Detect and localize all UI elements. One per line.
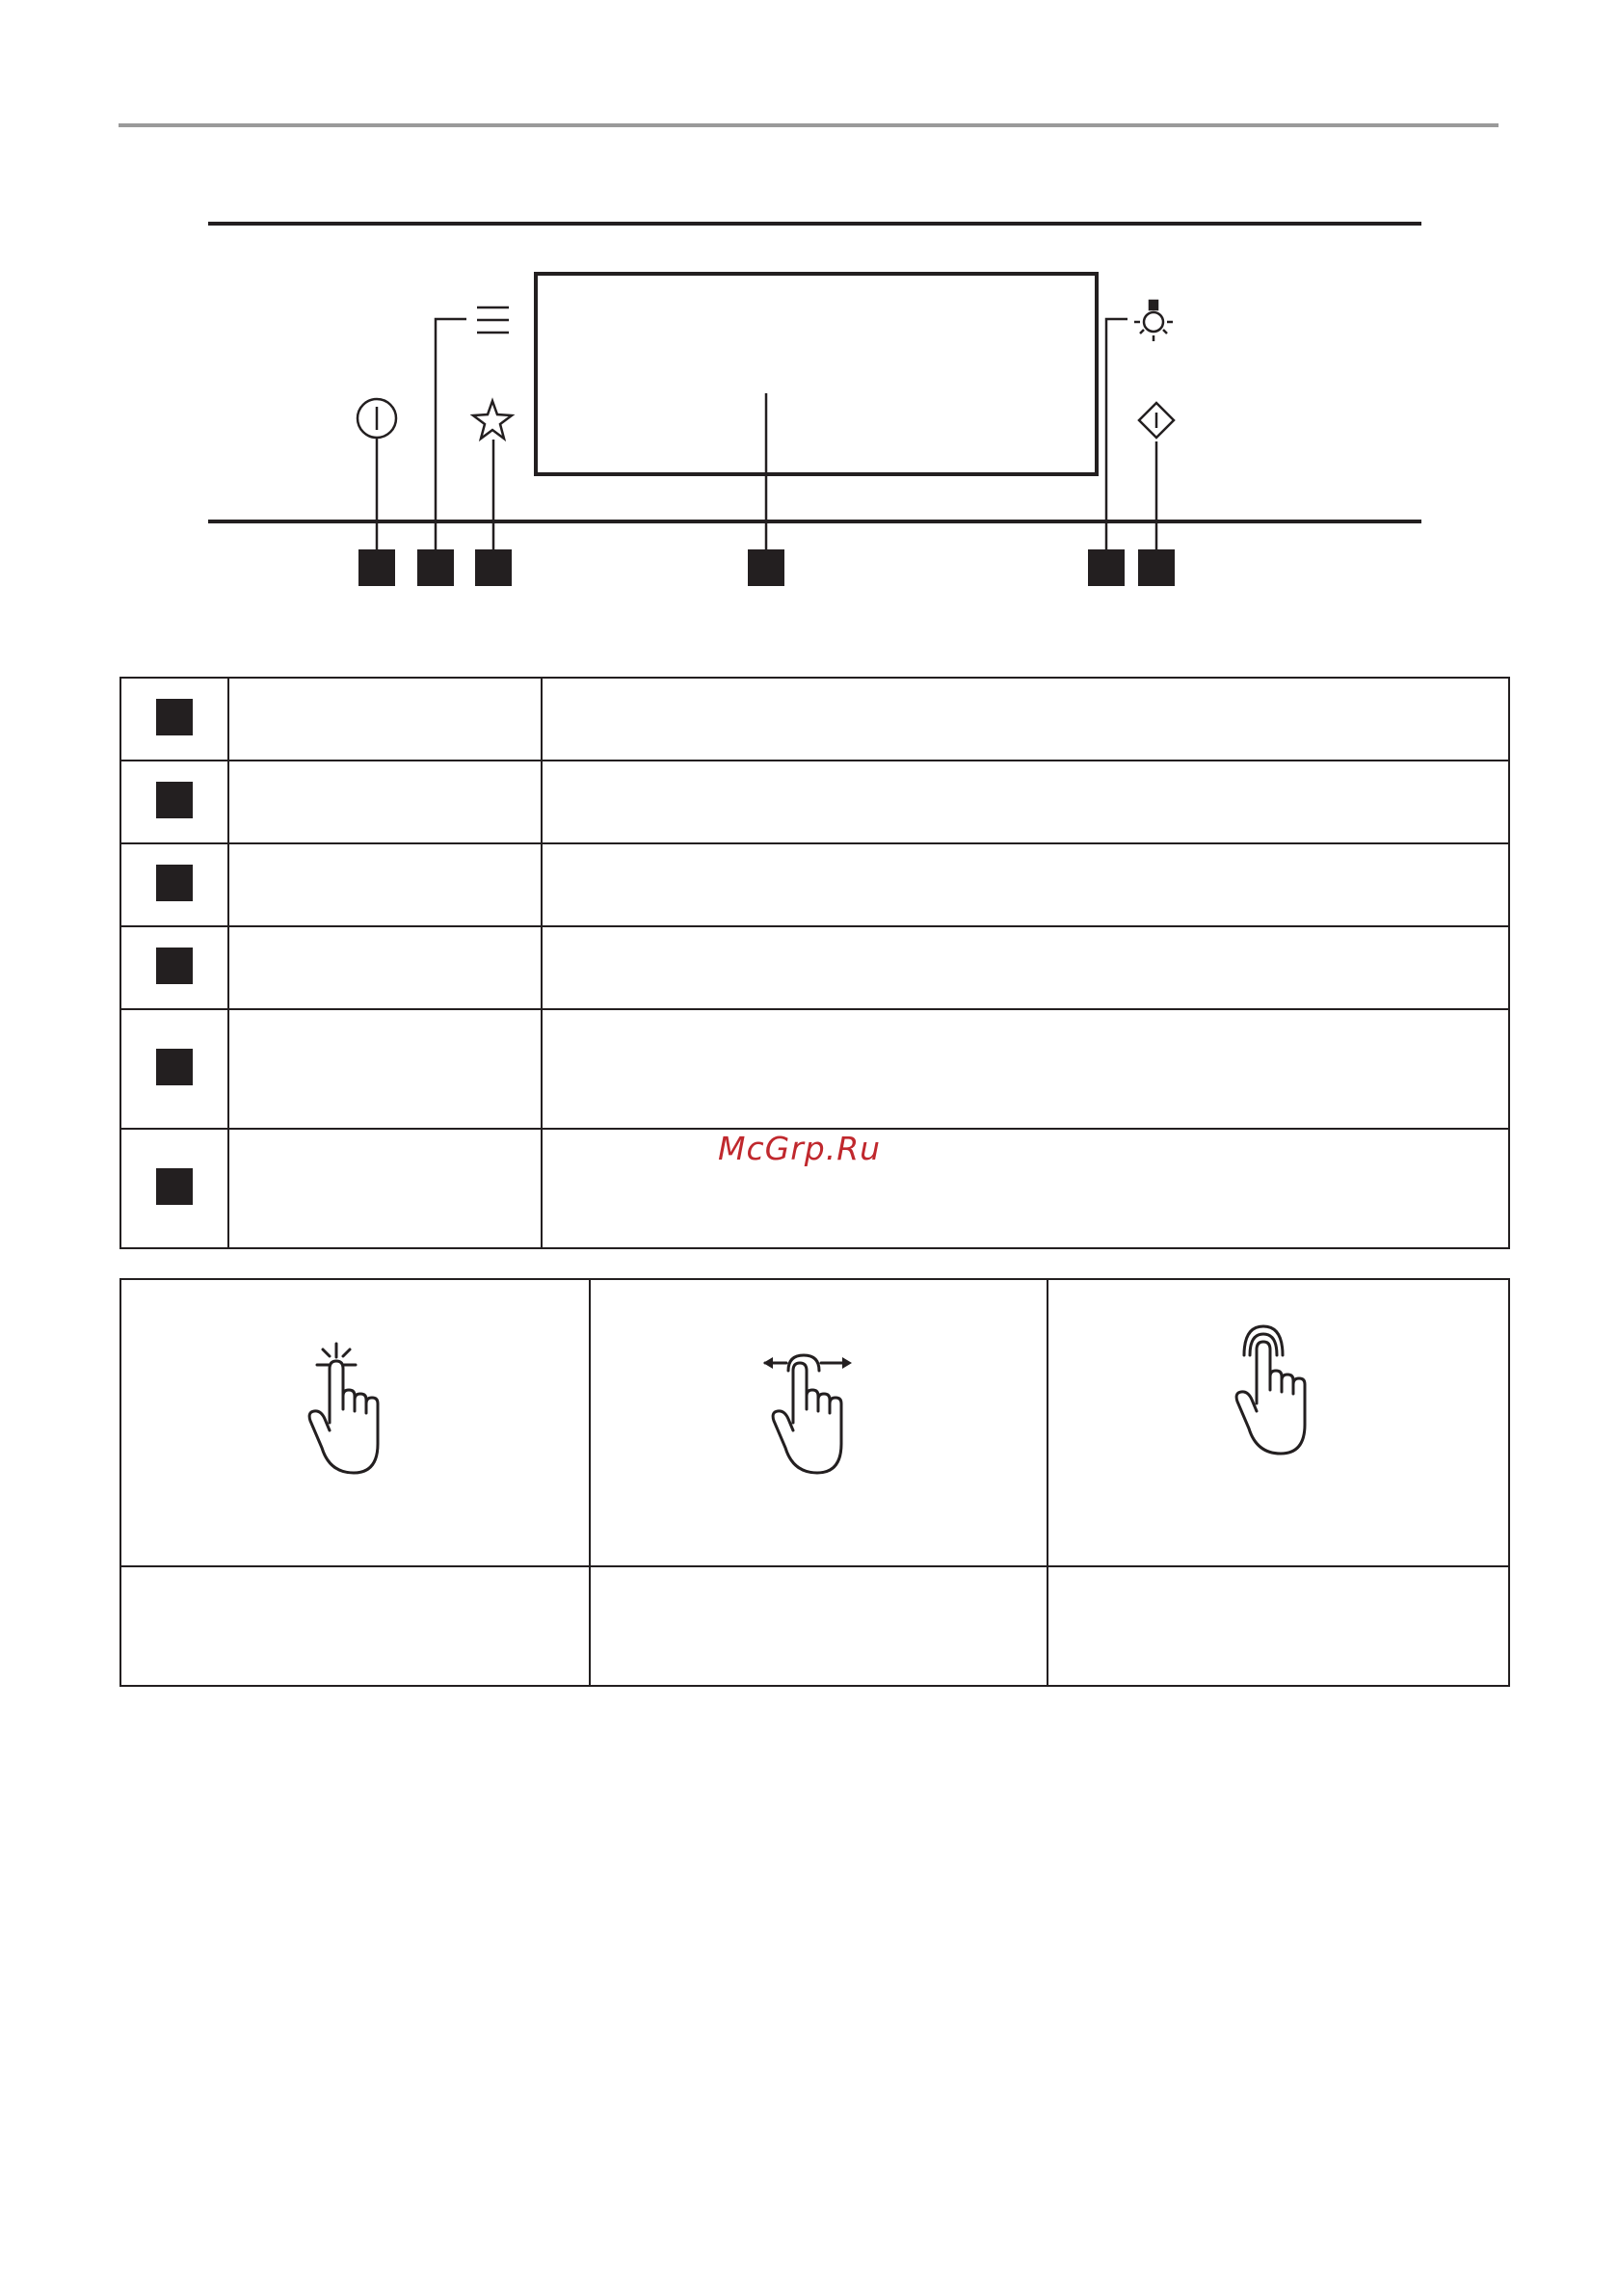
- callout-box-5: [1088, 549, 1125, 586]
- gesture-caption-cell: [120, 1566, 590, 1686]
- legend-number-cell: [120, 1009, 228, 1129]
- legend-function-cell: [228, 761, 542, 843]
- slide-gesture-icon: [761, 1336, 877, 1481]
- legend-number-box: [156, 1168, 193, 1205]
- gesture-caption-cell: [590, 1566, 1048, 1686]
- legend-row: [120, 1009, 1509, 1129]
- on-off-icon[interactable]: [358, 399, 396, 438]
- lamp-icon[interactable]: [1134, 301, 1173, 341]
- legend-function-cell: [228, 843, 542, 926]
- legend-number-cell: [120, 1129, 228, 1248]
- watermark: McGrp.Ru: [718, 1130, 882, 1167]
- legend-function-cell: [228, 1009, 542, 1129]
- legend-number-box: [156, 865, 193, 901]
- legend-row: [120, 678, 1509, 761]
- legend-number-box: [156, 699, 193, 735]
- favourites-icon[interactable]: [473, 401, 512, 439]
- callout-box-4: [748, 549, 784, 586]
- gesture-caption-cell: [1048, 1566, 1509, 1686]
- gesture-icons-row: [120, 1279, 1509, 1566]
- gestures-table: [119, 1278, 1510, 1687]
- legend-number-cell: [120, 926, 228, 1009]
- legend-description-cell: [542, 926, 1509, 1009]
- legend-description-cell: [542, 1129, 1509, 1248]
- legend-function-cell: [228, 678, 542, 761]
- callout-box-3: [475, 549, 512, 586]
- gesture-icon-cell: [120, 1279, 590, 1566]
- legend-number-box: [156, 1049, 193, 1085]
- control-panel-diagram: [0, 0, 1618, 617]
- display-frame: [536, 274, 1097, 474]
- legend-row: [120, 926, 1509, 1009]
- legend-function-cell: [228, 1129, 542, 1248]
- tap-gesture-icon: [298, 1336, 413, 1481]
- gesture-icon-cell: [1048, 1279, 1509, 1566]
- legend-row: [120, 761, 1509, 843]
- menu-icon[interactable]: [477, 307, 509, 333]
- legend-number-box: [156, 948, 193, 984]
- touch-hold-gesture-icon: [1221, 1317, 1337, 1461]
- legend-function-cell: [228, 926, 542, 1009]
- gesture-icon-cell: [590, 1279, 1048, 1566]
- legend-number-cell: [120, 761, 228, 843]
- legend-description-cell: [542, 678, 1509, 761]
- gesture-captions-row: [120, 1566, 1509, 1686]
- callout-box-2: [417, 549, 454, 586]
- callout-box-1: [358, 549, 395, 586]
- legend-description-cell: [542, 1009, 1509, 1129]
- legend-number-box: [156, 782, 193, 818]
- legend-description-cell: [542, 843, 1509, 926]
- start-icon[interactable]: [1139, 403, 1174, 438]
- legend-number-cell: [120, 678, 228, 761]
- callout-box-6: [1138, 549, 1175, 586]
- legend-description-cell: [542, 761, 1509, 843]
- legend-row: [120, 843, 1509, 926]
- legend-number-cell: [120, 843, 228, 926]
